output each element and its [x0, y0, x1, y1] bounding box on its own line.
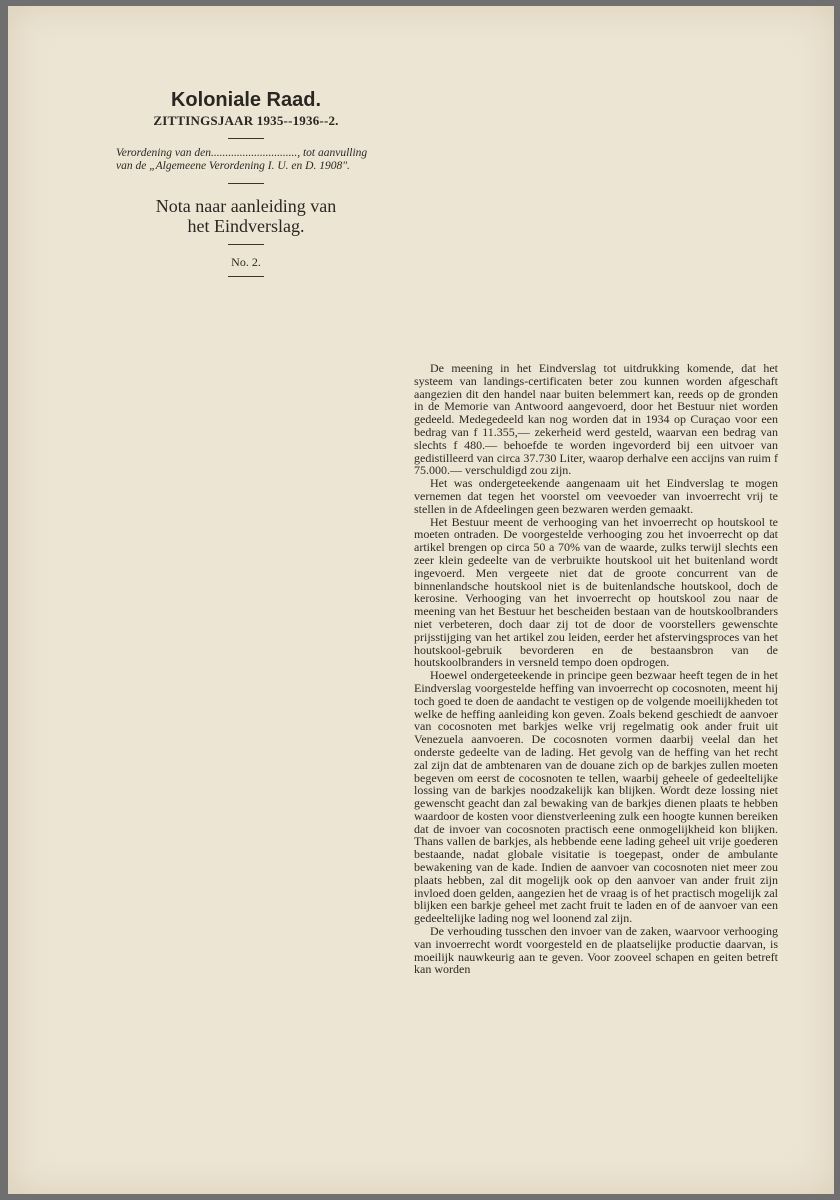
paragraph: Hoewel ondergeteekende in principe geen bezwaar heeft tegen de in het Eindverslag voorgestelde heffing van invoerrecht op cocosnoten, meent hij toch goed te doen de aandacht te vestigen op de volgende moeilijkheden tot welke de heffing aanleiding kon geven. Zoals bekend geschiedt de aanvoer van cocosnoten met barkjes welke vrij regelmatig ook ander fruit uit Venezuela aanvoeren. De cocosnoten vormen daarbij veelal dan het onderste gedeelte van de lading. Het gevolg van de heffing van het recht zal zijn dat de ambtenaren van de douane zich op de barkjes zullen moeten begeven om eerst de cocosnoten te tellen, waarbij geheele of gedeeltelijke lossing van de barkjes noodzakelijk kan blijken. Wordt deze lossing niet gewenscht geacht dan zal bewaking van de barkjes dienen plaats te hebben waardoor de kosten voor dienstverleening zulk een hoogte kunnen bereiken dat de invoer van cocosnoten practisch eene onmogelijkheid kon blijken. Thans vallen de barkjes, als hebbende eene lading geheel uit vrije goederen bestaande, nadat globale visitatie is toegepast, onder de ambulante bewakening van de kade. Indien de aanvoer van cocosnoten niet meer zou plaats hebben, zal dit mogelijk ook op den aanvoer van ander fruit zijn invloed doen gelden, aangezien het de vraag is of het practisch mogelijk zal blijken een barkje geheel met zacht fruit te laden en of de aanvoer van een gedeeltelijke lading nog wel loonend zal zijn.	[414, 668, 778, 926]
divider	[228, 183, 264, 184]
paragraph: Het Bestuur meent de verhooging van het invoerrecht op houtskool te moeten ontraden. De voorgestelde verhooging zou het invoerrecht op dat artikel brengen op circa 50 a 70% van de waarde, zulks terwijl slechts een zeer klein gedeelte van de verbruikte houtskool uit het buitenland wordt ingevoerd. Men vergeete niet dat de groote concurrent van de binnenlandsche houtskool niet is de buitenlandsche houtskool, doch de kerosine. Verhooging van het invoerrecht op houtskool zou naar de meening van het Bestuur het bescheiden bestaan van de houtskoolbranders niet verbeteren, doch daar zij tot de door de voorstellers gewenschte prijsstijging van het artikel zou leiden, eerder het afstervingsproces van het houtskool-gebruik bevorderen en de bestaansbron van de houtskoolbranders in versneld tempo doen opdrogen.	[414, 514, 778, 670]
document-heading	[108, 196, 384, 236]
document-header	[108, 88, 384, 285]
divider	[228, 138, 264, 139]
document-page	[8, 6, 834, 1194]
heading-line-1: Nota naar aanleiding van	[155, 196, 337, 216]
paragraph: De meening in het Eindverslag tot uitdrukking komende, dat het systeem van landings-certificaten beter zou kunnen worden afgeschaft aangezien dit den handel naar buiten belemmert kan, reeds op de gronden in de Memorie van Antwoord aangevoerd, door het Bestuur niet worden gedeeld. Medegedeeld kan nog worden dat in 1934 op Curaçao voor een bedrag van f 11.355,— zekerheid werd gesteld, waarvan een bedrag van slechts f 480.— behoefde te worden ingevorderd bij een uitvoer van gedistilleerd van circa 37.730 Liter, waarop derhalve een accijns van ruim f 75.000.— verschuldigd zou zijn.	[414, 361, 778, 478]
document-number: No. 2.	[231, 255, 261, 269]
regulation-description: Verordening van den.............................., tot aanvulling van de „Algemeene Verordening I. U. en D. 1908".	[116, 147, 368, 172]
body-text	[414, 362, 778, 976]
paragraph: De verhouding tusschen den invoer van de zaken, waarvoor verhooging van invoerrecht wordt voorgesteld en de plaatselijke productie daarvan, is moeilijk nauwkeurig aan te geven. Voor zooveel schapen en geiten betreft kan worden	[414, 924, 778, 977]
paragraph: Het was ondergeteekende aangenaam uit het Eindverslag te mogen vernemen dat tegen het voorstel om veevoeder van invoerrecht vrij te stellen in de Afdeelingen geen bezwaren werden gemaakt.	[414, 476, 778, 516]
council-title: Koloniale Raad.	[170, 89, 322, 111]
divider	[228, 244, 264, 245]
session-year: ZITTINGSJAAR 1935--1936--2.	[153, 113, 339, 128]
divider	[228, 276, 264, 277]
heading-line-2: het Eindverslag.	[187, 216, 305, 236]
